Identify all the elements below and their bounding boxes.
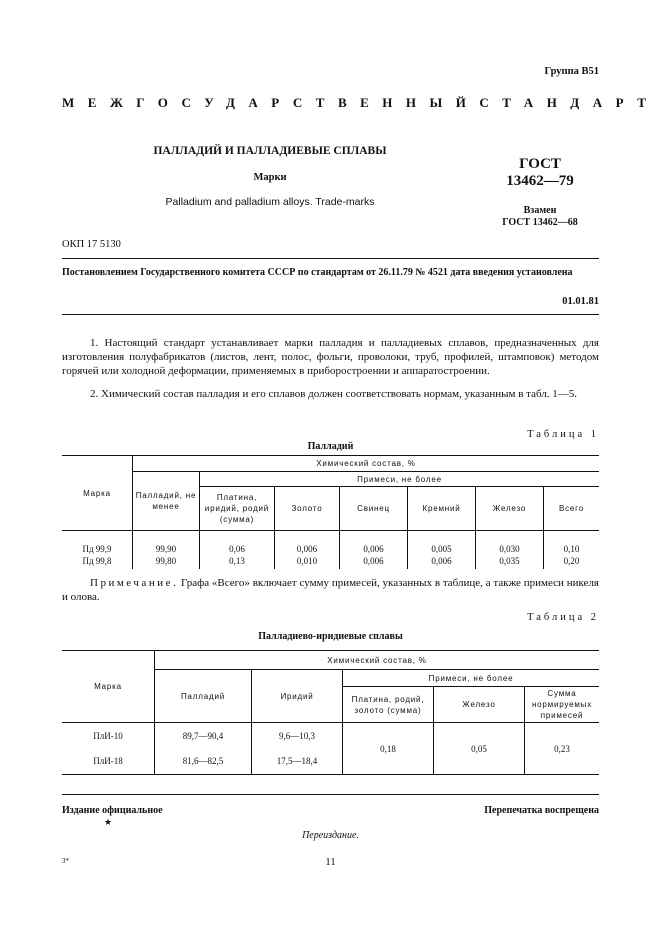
document-subtitle: Марки xyxy=(253,172,287,183)
page-number: 11 xyxy=(325,856,336,868)
table-header-cell: Химический состав, % xyxy=(133,456,600,472)
table-cell: Пд 99,9 xyxy=(62,531,133,555)
table-cell: 0,006 xyxy=(408,555,476,569)
official-edition: Издание официальное xyxy=(62,805,163,816)
table-2-caption: Таблица 2 xyxy=(527,612,599,623)
table-cell: 0,006 xyxy=(340,555,408,569)
decree-text: Постановлением Государственного комитета СССР по стандартам от 26.11.79 № 4521 дата введения установлена xyxy=(62,267,573,278)
paragraph-1: 1. Настоящий стандарт устанавливает марки палладия и палладиевых сплавов, предназначенных для изготовления полуфабрикатов (листов, лент, полос, фольги, проволоки, труб, профилей, штамповок) методом горячей или холодной деформации, применяемых в приборостроении и аппаратостроении. xyxy=(62,337,599,377)
table-row xyxy=(62,723,599,749)
table-header-cell: Марка xyxy=(62,651,155,723)
note-label: Примечание. xyxy=(90,577,179,589)
table-header-cell: Химический состав, % xyxy=(155,651,600,670)
group-code: Группа В51 xyxy=(544,66,599,77)
divider xyxy=(62,258,599,259)
table-header-cell: Палладий xyxy=(155,670,252,723)
table-cell: 0,035 xyxy=(476,555,544,569)
gost-designation xyxy=(490,156,590,190)
star-icon: ★ xyxy=(104,817,113,827)
replaces-label: Взамен xyxy=(523,205,557,216)
table-cell: 0,13 xyxy=(200,555,275,569)
effective-date: 01.01.81 xyxy=(562,296,599,307)
signature-mark: 3* xyxy=(62,857,69,865)
table-1-note xyxy=(62,576,599,604)
table-cell: 0,10 xyxy=(563,543,580,554)
table-header-cell: Сумма нормируемых примесей xyxy=(525,687,600,723)
table-header-cell: Железо xyxy=(476,487,544,531)
table-row xyxy=(62,555,599,569)
table-cell: 0,20 xyxy=(563,555,580,566)
table-header-cell: Иридий xyxy=(252,670,343,723)
divider xyxy=(62,314,599,315)
table-row xyxy=(62,531,599,555)
interstate-standard-heading xyxy=(62,95,660,111)
document-title: ПАЛЛАДИЙ И ПАЛЛАДИЕВЫЕ СПЛАВЫ xyxy=(153,145,387,157)
footer-divider xyxy=(62,794,599,795)
replaces-block xyxy=(490,205,590,229)
table-cell: 9,6—10,3 xyxy=(252,723,343,749)
gost-number: 13462—79 xyxy=(506,173,574,189)
table-cell: 0,06 xyxy=(200,531,275,555)
table-cell: 0,005 xyxy=(408,531,476,555)
table-cell: 0,18 xyxy=(343,723,434,775)
reissue-note: Переиздание. xyxy=(302,830,359,841)
table-header-cell: Платина, родий, золото (сумма) xyxy=(343,687,434,723)
table-cell: ПлИ-10 xyxy=(62,723,155,749)
table-cell: 81,6—82,5 xyxy=(155,749,252,775)
table-cell: 0,010 xyxy=(275,555,340,569)
table-cell: ПлИ-18 xyxy=(62,749,155,775)
table-2-name: Палладиево-иридиевые сплавы xyxy=(258,631,403,642)
table-1-caption: Таблица 1 xyxy=(527,429,599,440)
table-header-cell: Всего xyxy=(544,487,600,531)
table-cell: 89,7—90,4 xyxy=(155,723,252,749)
table-header-cell: Марка xyxy=(62,456,133,531)
table-cell: 0,05 xyxy=(434,723,525,775)
table-cell: 0,006 xyxy=(275,531,340,555)
gost-label: ГОСТ xyxy=(519,156,561,172)
paragraph-2: 2. Химический состав палладия и его сплавов должен соответствовать нормам, указанным в табл. 1—5. xyxy=(90,388,578,400)
standard-word: СТАНДАРТ xyxy=(479,95,660,110)
table-header-cell: Золото xyxy=(275,487,340,531)
table-header-cell: Примеси, не более xyxy=(200,472,600,487)
table-2 xyxy=(62,650,599,775)
table-cell: 0,23 xyxy=(525,723,600,775)
table-cell: 17,5—18,4 xyxy=(252,749,343,775)
table-cell: 0,030 xyxy=(476,531,544,555)
replaces-value: ГОСТ 13462—68 xyxy=(502,217,578,228)
table-header-cell: Платина, иридий, родий (сумма) xyxy=(200,487,275,531)
okp-code: ОКП 17 5130 xyxy=(62,239,121,250)
table-cell: Пд 99,8 xyxy=(62,555,133,569)
table-cell: 99,80 xyxy=(133,555,200,569)
table-cell: 99,90 xyxy=(133,531,200,555)
reprint-notice: Перепечатка воспрещена xyxy=(484,805,599,816)
table-header-cell: Свинец xyxy=(340,487,408,531)
table-header-cell: Палладий, не менее xyxy=(133,472,200,531)
table-header-cell: Примеси, не более xyxy=(343,670,600,687)
interstate-word: МЕЖГОСУДАРСТВЕННЫЙ xyxy=(62,95,480,110)
table-header-cell: Железо xyxy=(434,687,525,723)
table-1-name: Палладий xyxy=(307,441,354,452)
document-title-english: Palladium and palladium alloys. Trade-marks xyxy=(165,196,375,208)
note-text: Графа «Всего» включает сумму примесей, указанных в таблице, а также примеси никеля и олова. xyxy=(62,577,599,603)
table-cell: 0,006 xyxy=(340,531,408,555)
table-header-cell: Кремний xyxy=(408,487,476,531)
table-1 xyxy=(62,455,599,569)
